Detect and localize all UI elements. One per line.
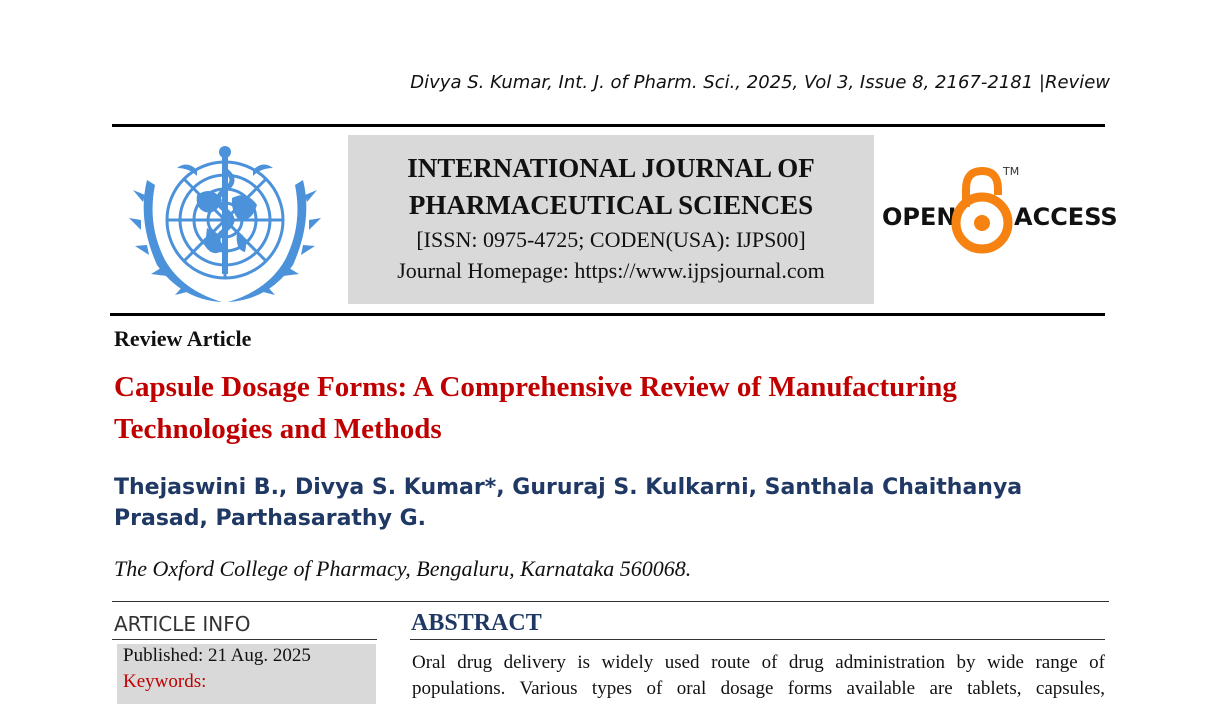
open-access-open-text: OPEN — [882, 203, 957, 231]
open-access-logo — [880, 165, 1118, 255]
published-date: Published: 21 Aug. 2025 — [123, 645, 311, 666]
article-type: Review Article — [114, 326, 252, 351]
journal-header-box — [348, 135, 874, 304]
journal-title-line2: PHARMACEUTICAL SCIENCES — [408, 190, 814, 220]
article-title: Capsule Dosage Forms: A Comprehensive Review of Manufacturing Technologies and Methods — [114, 371, 957, 445]
journal-title-line1: INTERNATIONAL JOURNAL OF — [407, 153, 815, 183]
article-affiliation: The Oxford College of Pharmacy, Bengaluru, Karnataka 560068. — [114, 556, 692, 581]
header-rule-bottom — [110, 313, 1105, 316]
journal-homepage: Journal Homepage: https://www.ijpsjournal.com — [397, 258, 825, 283]
abstract-text: Oral drug delivery is widely used route of drug administration by wide range of populations. Various types of oral dosage forms available are tablets, capsules, — [412, 652, 1105, 699]
journal-title — [348, 150, 874, 224]
article-info-heading: ARTICLE INFO — [114, 612, 251, 636]
open-access-lock-icon — [956, 171, 1008, 249]
un-emblem-logo — [127, 140, 323, 306]
open-access-tm: TM — [1003, 165, 1020, 178]
journal-issn: [ISSN: 0975-4725; CODEN(USA): IJPS00] — [416, 227, 806, 252]
section-divider — [112, 601, 1109, 602]
keywords-label: Keywords: — [123, 671, 207, 692]
abstract-rule — [410, 639, 1105, 640]
header-rule-top — [112, 124, 1105, 127]
journal-citation: Divya S. Kumar, Int. J. of Pharm. Sci., 2025, Vol 3, Issue 8, 2167-2181 |Review — [410, 72, 1110, 93]
open-access-access-text: ACCESS — [1014, 203, 1118, 231]
abstract-heading: ABSTRACT — [411, 610, 542, 636]
article-authors: Thejaswini B., Divya S. Kumar*, Gururaj S. Kulkarni, Santhala Chaithanya Prasad, Parthasarathy G. — [114, 475, 1023, 531]
article-info-rule — [112, 639, 377, 640]
